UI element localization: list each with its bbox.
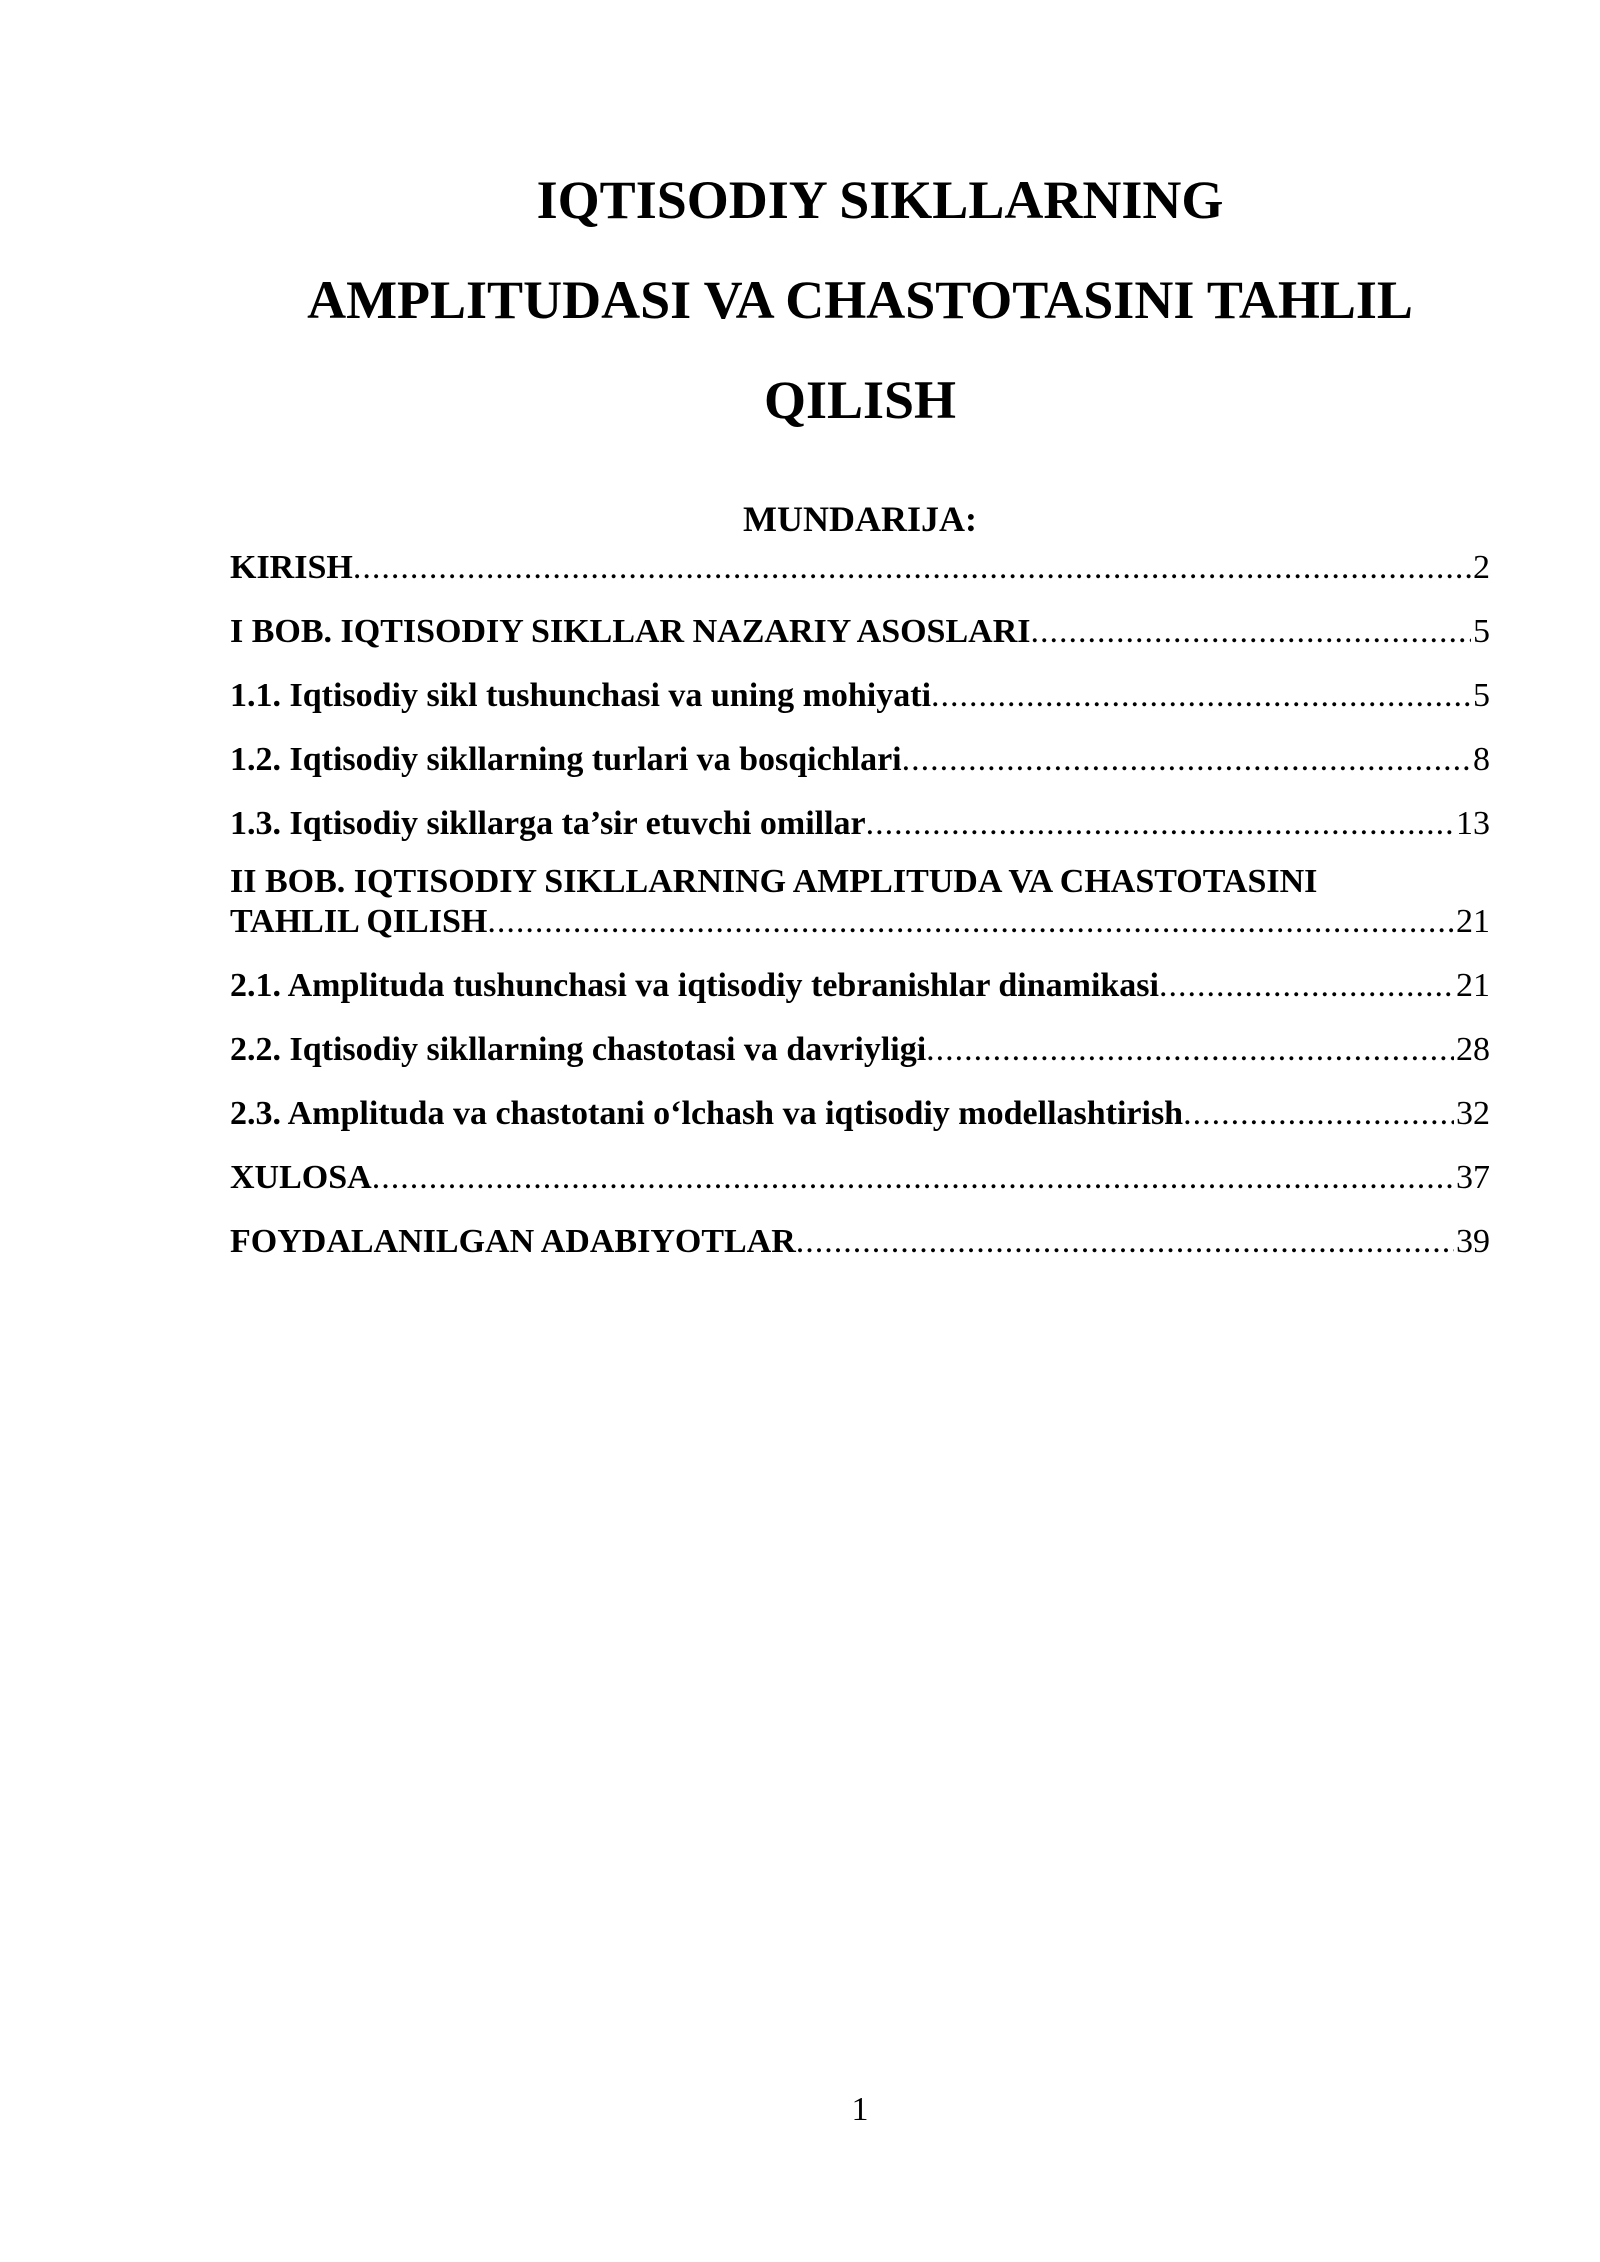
- toc-entry-page: 5: [1473, 613, 1490, 650]
- toc-entry: [230, 1014, 1490, 1078]
- toc-entry-title: 1.1. Iqtisodiy sikl tushunchasi va uning mohiyati: [230, 677, 932, 714]
- toc-entry: [230, 660, 1490, 724]
- toc-entry: [230, 852, 1490, 950]
- toc-entry: [230, 596, 1490, 660]
- toc-entry-title: 2.2. Iqtisodiy sikllarning chastotasi va davriyligi: [230, 1031, 927, 1068]
- toc-entry-title-continued: TAHLIL QILISH: [230, 903, 488, 940]
- toc-entry-title: 1.2. Iqtisodiy sikllarning turlari va bosqichlari: [230, 741, 902, 778]
- toc-entry: [230, 1078, 1490, 1142]
- dot-leader: [1030, 612, 1471, 652]
- toc-entry-title: XULOSA: [230, 1159, 372, 1196]
- toc-entry-page: 8: [1473, 741, 1490, 778]
- dot-leader: [372, 1158, 1454, 1198]
- dot-leader: [902, 740, 1471, 780]
- document-title: [180, 150, 1540, 450]
- toc-entry-page: 21: [1456, 903, 1490, 940]
- toc-entry-title: 1.3. Iqtisodiy sikllarga ta’sir etuvchi omillar: [230, 805, 866, 842]
- toc-entry-page: 2: [1473, 549, 1490, 586]
- dot-leader: [487, 902, 1454, 942]
- toc-entry-page: 13: [1456, 805, 1490, 842]
- toc-entry-page: 21: [1456, 967, 1490, 1004]
- table-of-contents: [230, 548, 1490, 1270]
- toc-entry-second-line: [230, 902, 1490, 942]
- toc-entry-title: I BOB. IQTISODIY SIKLLAR NAZARIY ASOSLARI: [230, 613, 1031, 650]
- dot-leader: [1183, 1094, 1454, 1134]
- toc-entry: [230, 548, 1490, 596]
- toc-entry-title: FOYDALANILGAN ADABIYOTLAR: [230, 1223, 796, 1260]
- page-number: 1: [851, 2091, 869, 2128]
- toc-entry-page: 32: [1456, 1095, 1490, 1132]
- toc-entry: [230, 788, 1490, 852]
- toc-entry: [230, 1142, 1490, 1206]
- title-line: IQTISODIY SIKLLARNING: [536, 170, 1224, 230]
- toc-entry-title: 2.3. Amplituda va chastotani o‘lchash va iqtisodiy modellashtirish: [230, 1095, 1184, 1132]
- dot-leader: [866, 804, 1454, 844]
- title-line: AMPLITUDASI VA CHASTOTASINI TAHLIL: [307, 270, 1413, 330]
- toc-entry-wrapped: [230, 862, 1490, 942]
- toc-entry-title: II BOB. IQTISODIY SIKLLARNING AMPLITUDA VA CHASTOTASINI: [230, 863, 1318, 900]
- toc-entry-page: 28: [1456, 1031, 1490, 1068]
- dot-leader: [931, 676, 1471, 716]
- toc-entry-page: 39: [1456, 1223, 1490, 1260]
- toc-entry: [230, 724, 1490, 788]
- dot-leader: [353, 548, 1471, 588]
- toc-heading: MUNDARIJA:: [743, 499, 977, 539]
- toc-entry-title: KIRISH: [230, 549, 353, 586]
- toc-entry-page: 37: [1456, 1159, 1490, 1196]
- dot-leader: [796, 1222, 1454, 1262]
- toc-entry: [230, 950, 1490, 1014]
- toc-entry-title: 2.1. Amplituda tushunchasi va iqtisodiy tebranishlar dinamikasi: [230, 967, 1159, 1004]
- dot-leader: [1159, 966, 1454, 1006]
- title-line: QILISH: [763, 370, 957, 430]
- toc-entry-page: 5: [1473, 677, 1490, 714]
- toc-entry: [230, 1206, 1490, 1270]
- dot-leader: [926, 1030, 1454, 1070]
